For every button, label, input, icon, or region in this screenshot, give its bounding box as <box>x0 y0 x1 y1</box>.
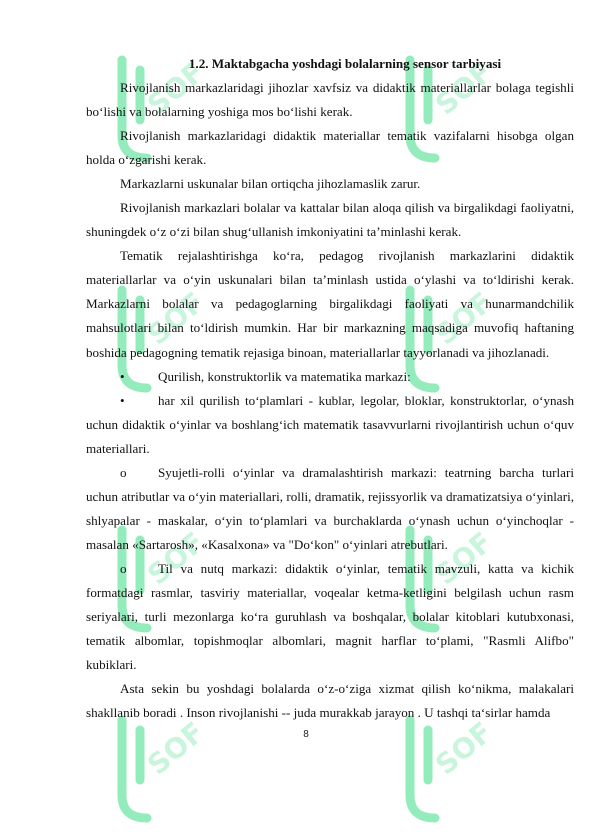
svg-text:SOF: SOF <box>429 55 499 122</box>
svg-text:SOF: SOF <box>429 285 499 352</box>
bullet-marker: • <box>120 392 125 408</box>
paragraph <box>86 76 574 124</box>
svg-text:SOF: SOF <box>141 285 211 352</box>
document-page <box>86 52 574 725</box>
svg-text:SOF: SOF <box>429 525 499 592</box>
list-item <box>86 365 574 389</box>
paragraph <box>86 196 574 244</box>
list-item <box>86 557 574 677</box>
paragraph-text: har xil qurilish to‘plamlari - kublar, legolar, bloklar, konstruktorlar, o‘ynash uchun didaktik o‘yinlar va boshlang‘ich matematik tasavvurlarni rivojlantirish uchun o‘quv materiallari. <box>86 392 574 456</box>
svg-text:SOF: SOF <box>141 715 211 782</box>
list-item <box>86 389 574 461</box>
section-title: 1.2. Maktabgacha yoshdagi bolalarning sensor tarbiyasi <box>188 56 502 71</box>
document-body <box>86 76 574 725</box>
paragraph-text: Syujetli-rolli o‘yinlar va dramalashtirish markazi: teatrning barcha turlari uchun atributlar va o‘yin materiallari, rolli, dramatik, rejissyorlik va dramatizatsiya o‘yinlari, shlyapalar - maskalar, o‘yin to‘plamlari va burchaklarda o‘ynash uchun o‘yinchoqlar - masalan «Sartarosh», «Kasalxona» va "Do‘kon" o‘yinlari atrebutlari. <box>86 464 574 552</box>
svg-text:SOF: SOF <box>141 55 211 122</box>
paragraph-text: Rivojlanish markazlari bolalar va kattalar bilan aloqa qilish va birgalikdagi faoliyatni, shuningdek o‘z o‘zi bilan shug‘ullanish imkoniyatini ta’minlashi kerak. <box>86 200 574 240</box>
bullet-marker: • <box>120 368 125 384</box>
paragraph-text: Rivojlanish markazlaridagi jihozlar xavfsiz va didaktik materiallarlar bolaga tegishli bo‘lishi va bolalarning yoshiga mos bo‘lishi kerak. <box>86 80 574 120</box>
paragraph-text: Asta sekin bu yoshdagi bolalarda o‘z-o‘ziga xizmat qilish ko‘nikma, malakalari shakllanib boradi . Inson rivojlanishi -- juda murakkab jarayon . U tashqi ta‘sirlar hamda <box>86 681 574 721</box>
paragraph <box>86 124 574 172</box>
svg-text:SOF: SOF <box>141 525 211 592</box>
page-number: 8 <box>303 729 309 740</box>
list-marker: o <box>120 560 127 576</box>
list-marker: o <box>120 464 127 480</box>
paragraph <box>86 172 574 196</box>
paragraph-text: Rivojlanish markazlaridagi didaktik materiallar tematik vazifalarni hisobga olgan holda o‘zgarishi kerak. <box>86 128 574 168</box>
paragraph <box>86 677 574 725</box>
paragraph <box>86 244 574 364</box>
paragraph-text: Tematik rejalashtirishga ko‘ra, pedagog rivojlanish markazlarini didaktik materiallarlar va o‘yin uskunalari bilan ta’minlash ustida o‘ylashi va to‘ldirishi kerak. Markazlarni bolalar va pedagoglarning birgalikdagi faoliyati va hunarmandchilik mahsulotlari bilan to‘ldirish mumkin. Har bir markazning maqsadiga muvofiq haftaning boshida pedagogning tematik rejasiga binoan, materiallarlar tayyorlanadi va jihozlanadi. <box>86 248 574 360</box>
paragraph-text: Markazlarni uskunalar bilan ortiqcha jihozlamaslik zarur. <box>120 176 421 192</box>
paragraph-text: Til va nutq markazi: didaktik o‘yinlar, tematik mavzuli, katta va kichik formatdagi rasmlar, tasviriy materiallar, voqealar ketma-ketligini belgilash uchun rasm seriyalari, turli mezonlarga ko‘ra guruhlash va boshqalar, bolalar kitoblari kutubxonasi, tematik albomlar, topishmoqlar albomlari, magnit harflar to‘plami, "Rasmli Alifbo" kubiklari. <box>86 560 574 673</box>
paragraph-text: Qurilish, konstruktorlik va matematika markazi: <box>158 368 411 384</box>
svg-text:SOF: SOF <box>429 715 499 782</box>
list-item <box>86 461 574 557</box>
